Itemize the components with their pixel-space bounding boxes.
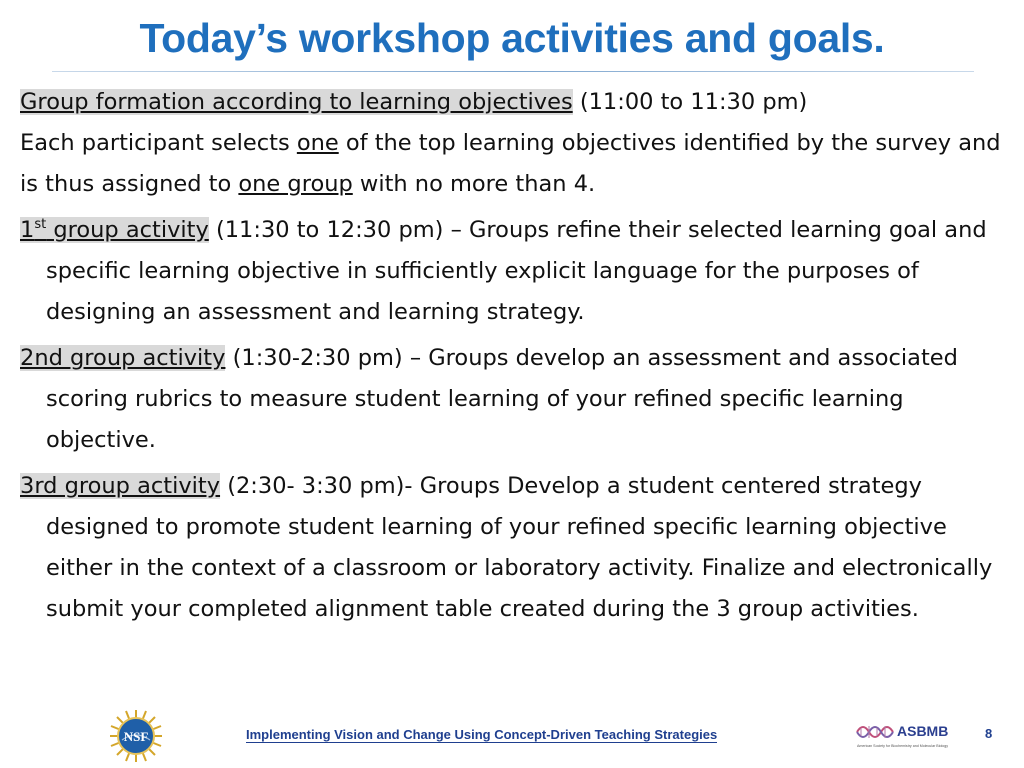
- asbmb-logo-text: ASBMB: [897, 723, 949, 739]
- intro-paragraph: [20, 82, 1010, 205]
- slide-footer: [0, 700, 1024, 768]
- activity2-body: (1:30-2:30 pm) – Groups develop an assessment and associated scoring rubrics to measure student learning of your refined specific learning objective.: [46, 345, 958, 453]
- slide-body: [20, 82, 1010, 630]
- activity3-paragraph: [20, 466, 1010, 630]
- activity1-paragraph: [20, 210, 1010, 333]
- intro-heading: Group formation according to learning objectives: [20, 89, 573, 115]
- intro-time: (11:00 to 11:30 pm): [572, 89, 808, 115]
- slide-title: Today’s workshop activities and goals.: [139, 15, 885, 61]
- title-divider: [52, 71, 974, 72]
- intro-text-b: of the top learning objectives identified by the survey and is thus assigned to: [20, 130, 1001, 197]
- intro-text-a: Each participant selects: [20, 130, 297, 156]
- footer-title: Implementing Vision and Change Using Concept-Driven Teaching Strategies: [246, 727, 718, 742]
- intro-text-c: with no more than 4.: [352, 171, 596, 197]
- nsf-logo-text: NSF: [123, 729, 149, 744]
- activity2-heading: 2nd group activity: [20, 345, 226, 371]
- intro-one: one: [296, 130, 339, 156]
- activity3-body: (2:30- 3:30 pm)- Groups Develop a student centered strategy designed to promote student learning of your refined specific learning objective either in the context of a classroom or laboratory activity. Finalize and electronically submit your completed alignment table created during the 3 group activities.: [46, 473, 993, 622]
- asbmb-logo: [855, 718, 967, 752]
- nsf-logo: [110, 710, 162, 762]
- page-number: 8: [985, 726, 993, 741]
- asbmb-tagline: American Society for Biochemistry and Molecular Biology: [857, 744, 949, 748]
- activity1-heading-num: 1: [20, 217, 35, 243]
- intro-one-group: one group: [238, 171, 353, 197]
- activity3-heading: 3rd group activity: [20, 473, 221, 499]
- activity1-body: (11:30 to 12:30 pm) – Groups refine their selected learning goal and specific learning objective in sufficiently explicit language for the purposes of designing an assessment and learning strategy.: [46, 217, 987, 325]
- activity2-paragraph: [20, 338, 1010, 461]
- activity1-heading: [20, 217, 209, 243]
- activity1-heading-sup: st: [34, 217, 47, 232]
- activity1-heading-rest: group activity: [46, 217, 209, 243]
